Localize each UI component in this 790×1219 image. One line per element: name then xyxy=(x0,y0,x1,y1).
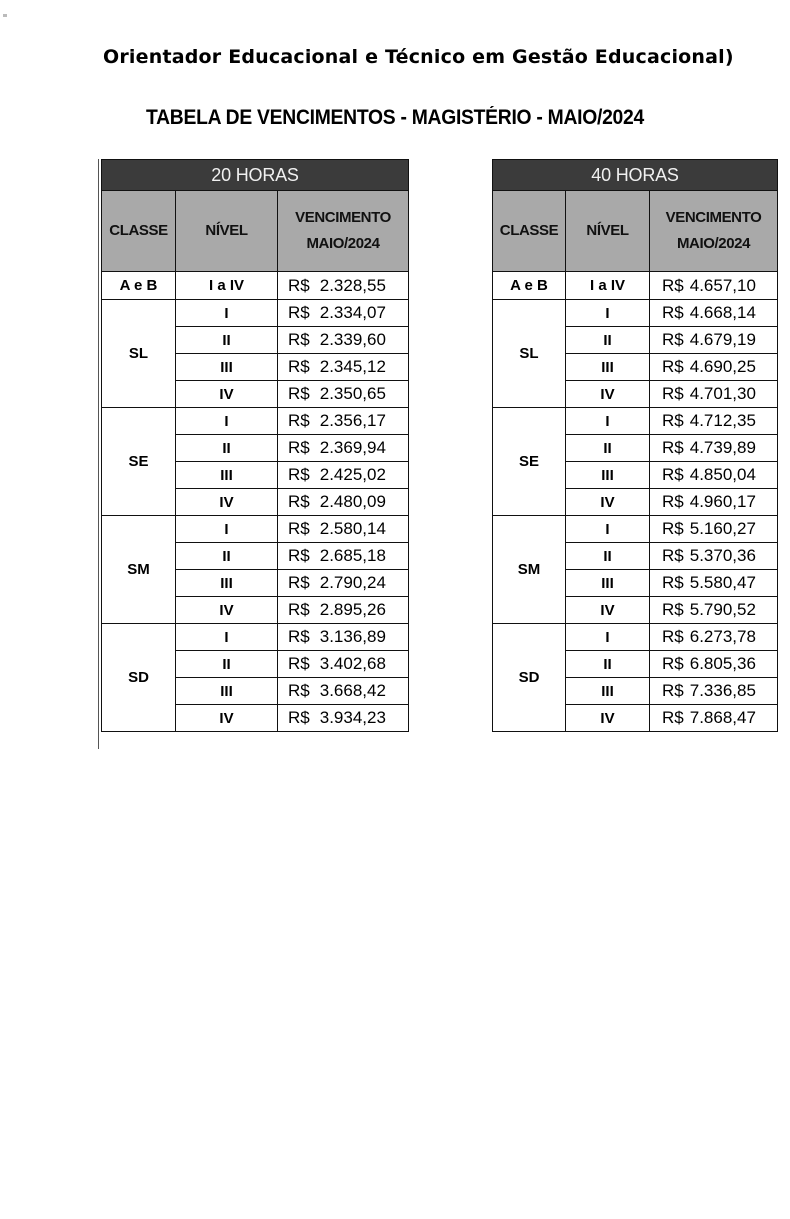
classe-cell: SL xyxy=(493,300,566,408)
vencimento-cell xyxy=(278,462,409,489)
vencimento-cell xyxy=(650,543,778,570)
vencimento-cell xyxy=(650,300,778,327)
nivel-cell: I xyxy=(566,408,650,435)
table-row xyxy=(493,300,778,327)
currency-symbol: R$ xyxy=(662,357,684,376)
vencimento-cell xyxy=(278,597,409,624)
nivel-cell: II xyxy=(566,327,650,354)
classe-cell: SD xyxy=(102,624,176,732)
classe-cell: A e B xyxy=(493,272,566,300)
currency-symbol: R$ xyxy=(288,303,310,322)
salary-amount: 2.356,17 xyxy=(319,411,386,430)
currency-symbol: R$ xyxy=(288,465,310,484)
vencimento-cell xyxy=(278,354,409,381)
vencimento-cell xyxy=(278,624,409,651)
vencimento-header-line2: MAIO/2024 xyxy=(306,235,380,252)
nivel-cell: II xyxy=(176,327,278,354)
salary-amount: 2.425,02 xyxy=(319,465,386,484)
salary-amount: 4.657,10 xyxy=(689,275,756,295)
salary-amount: 4.739,89 xyxy=(689,438,756,457)
vencimento-cell xyxy=(650,435,778,462)
vencimento-header-line1: VENCIMENTO xyxy=(295,209,391,226)
salary-table-20h xyxy=(101,159,409,732)
vencimento-cell xyxy=(278,408,409,435)
vencimento-cell xyxy=(278,489,409,516)
vencimento-cell xyxy=(650,597,778,624)
currency-symbol: R$ xyxy=(662,411,684,430)
vencimento-header-line2: MAIO/2024 xyxy=(676,235,751,252)
table-row xyxy=(102,516,409,543)
table-row xyxy=(493,624,778,651)
nivel-cell: II xyxy=(566,435,650,462)
vencimento-cell xyxy=(650,272,778,300)
currency-symbol: R$ xyxy=(662,573,684,592)
vencimento-cell xyxy=(278,381,409,408)
nivel-cell: II xyxy=(566,651,650,678)
currency-symbol: R$ xyxy=(662,303,684,322)
nivel-cell: IV xyxy=(176,705,278,732)
currency-symbol: R$ xyxy=(662,465,684,484)
table-body xyxy=(493,272,778,732)
vencimento-cell xyxy=(278,272,409,300)
nivel-cell: I xyxy=(566,624,650,651)
table-row xyxy=(493,272,778,300)
hours-label: 40 HORAS xyxy=(493,160,778,191)
salary-amount: 4.850,04 xyxy=(689,465,756,484)
currency-symbol: R$ xyxy=(662,492,684,511)
vencimento-column-header xyxy=(278,191,409,272)
table-row xyxy=(102,272,409,300)
vencimento-cell xyxy=(650,651,778,678)
currency-symbol: R$ xyxy=(288,708,310,727)
classe-column-header: CLASSE xyxy=(493,191,566,272)
currency-symbol: R$ xyxy=(288,438,310,457)
scan-speck xyxy=(3,14,7,17)
hours-label: 20 HORAS xyxy=(102,160,409,191)
nivel-cell: I a IV xyxy=(176,272,278,300)
vencimento-cell xyxy=(278,651,409,678)
nivel-cell: IV xyxy=(566,489,650,516)
nivel-cell: I xyxy=(176,300,278,327)
salary-amount: 2.350,65 xyxy=(319,384,386,403)
nivel-cell: II xyxy=(176,651,278,678)
nivel-column-header: NÍVEL xyxy=(566,191,650,272)
salary-amount: 3.136,89 xyxy=(319,627,386,646)
salary-amount: 2.339,60 xyxy=(319,330,386,349)
nivel-cell: III xyxy=(566,354,650,381)
table-row xyxy=(102,408,409,435)
nivel-cell: IV xyxy=(176,381,278,408)
nivel-cell: IV xyxy=(566,381,650,408)
salary-amount: 2.580,14 xyxy=(319,519,386,538)
classe-column-header: CLASSE xyxy=(102,191,176,272)
currency-symbol: R$ xyxy=(662,654,684,673)
salary-amount: 7.868,47 xyxy=(689,708,756,727)
nivel-cell: III xyxy=(566,570,650,597)
left-border-rule xyxy=(98,159,99,749)
salary-amount: 2.369,94 xyxy=(319,438,386,457)
classe-cell: A e B xyxy=(102,272,176,300)
salary-amount: 5.160,27 xyxy=(689,519,756,538)
currency-symbol: R$ xyxy=(288,492,310,511)
nivel-cell: I xyxy=(176,408,278,435)
nivel-cell: III xyxy=(176,678,278,705)
vencimento-cell xyxy=(650,570,778,597)
currency-symbol: R$ xyxy=(288,546,310,565)
nivel-cell: IV xyxy=(176,489,278,516)
table-row xyxy=(102,624,409,651)
salary-amount: 4.960,17 xyxy=(689,492,756,511)
vencimento-cell xyxy=(278,300,409,327)
nivel-cell: III xyxy=(566,678,650,705)
salary-amount: 4.679,19 xyxy=(689,330,756,349)
nivel-cell: I xyxy=(176,516,278,543)
nivel-cell: IV xyxy=(566,705,650,732)
nivel-cell: I a IV xyxy=(566,272,650,300)
nivel-cell: III xyxy=(176,570,278,597)
salary-amount: 3.402,68 xyxy=(319,654,386,673)
salary-amount: 4.701,30 xyxy=(689,384,756,403)
salary-amount: 2.685,18 xyxy=(319,546,386,565)
currency-symbol: R$ xyxy=(662,681,684,700)
currency-symbol: R$ xyxy=(662,519,684,538)
currency-symbol: R$ xyxy=(662,330,684,349)
table-row xyxy=(493,516,778,543)
currency-symbol: R$ xyxy=(288,519,310,538)
vencimento-cell xyxy=(278,327,409,354)
vencimento-cell xyxy=(650,327,778,354)
currency-symbol: R$ xyxy=(288,654,310,673)
nivel-cell: IV xyxy=(176,597,278,624)
vencimento-cell xyxy=(650,489,778,516)
salary-amount: 7.336,85 xyxy=(689,681,756,700)
currency-symbol: R$ xyxy=(662,627,684,646)
vencimento-cell xyxy=(650,354,778,381)
nivel-cell: I xyxy=(176,624,278,651)
classe-cell: SM xyxy=(493,516,566,624)
classe-cell: SL xyxy=(102,300,176,408)
nivel-column-header: NÍVEL xyxy=(176,191,278,272)
vencimento-cell xyxy=(278,705,409,732)
classe-cell: SM xyxy=(102,516,176,624)
classe-cell: SD xyxy=(493,624,566,732)
nivel-cell: I xyxy=(566,300,650,327)
salary-amount: 4.712,35 xyxy=(689,411,756,430)
table-body xyxy=(102,272,409,732)
currency-symbol: R$ xyxy=(288,573,310,592)
table-row xyxy=(493,408,778,435)
nivel-cell: III xyxy=(176,354,278,381)
vencimento-cell xyxy=(650,381,778,408)
vencimento-column-header xyxy=(650,191,778,272)
nivel-cell: III xyxy=(566,462,650,489)
vencimento-cell xyxy=(278,516,409,543)
vencimento-cell xyxy=(650,516,778,543)
salary-amount: 6.273,78 xyxy=(689,627,756,646)
vencimento-cell xyxy=(278,678,409,705)
vencimento-cell xyxy=(650,462,778,489)
vencimento-cell xyxy=(278,570,409,597)
column-header-row xyxy=(102,191,409,272)
vencimento-header-line1: VENCIMENTO xyxy=(665,209,762,226)
currency-symbol: R$ xyxy=(662,275,684,295)
currency-symbol: R$ xyxy=(662,546,684,565)
vencimento-cell xyxy=(650,705,778,732)
currency-symbol: R$ xyxy=(662,438,684,457)
currency-symbol: R$ xyxy=(288,330,310,349)
nivel-cell: III xyxy=(176,462,278,489)
salary-amount: 5.370,36 xyxy=(689,546,756,565)
salary-amount: 2.328,55 xyxy=(319,275,386,295)
salary-amount: 4.668,14 xyxy=(689,303,756,322)
table-row xyxy=(102,300,409,327)
salary-amount: 5.790,52 xyxy=(689,600,756,619)
salary-amount: 4.690,25 xyxy=(689,357,756,376)
salary-amount: 2.790,24 xyxy=(319,573,386,592)
salary-amount: 3.668,42 xyxy=(319,681,386,700)
vencimento-cell xyxy=(650,624,778,651)
currency-symbol: R$ xyxy=(662,708,684,727)
nivel-cell: II xyxy=(176,543,278,570)
salary-table-40h xyxy=(492,159,778,732)
currency-symbol: R$ xyxy=(288,275,310,295)
vencimento-cell xyxy=(650,678,778,705)
currency-symbol: R$ xyxy=(288,627,310,646)
nivel-cell: I xyxy=(566,516,650,543)
hours-header-row xyxy=(102,160,409,191)
currency-symbol: R$ xyxy=(288,384,310,403)
nivel-cell: II xyxy=(176,435,278,462)
vencimento-cell xyxy=(650,408,778,435)
document-title: TABELA DE VENCIMENTOS - MAGISTÉRIO - MAIO/2024 xyxy=(146,106,644,129)
currency-symbol: R$ xyxy=(288,681,310,700)
currency-symbol: R$ xyxy=(662,384,684,403)
salary-amount: 2.345,12 xyxy=(319,357,386,376)
vencimento-cell xyxy=(278,435,409,462)
classe-cell: SE xyxy=(102,408,176,516)
column-header-row xyxy=(493,191,778,272)
currency-symbol: R$ xyxy=(288,357,310,376)
salary-amount: 5.580,47 xyxy=(689,573,756,592)
nivel-cell: II xyxy=(566,543,650,570)
vencimento-cell xyxy=(278,543,409,570)
hours-header-row xyxy=(493,160,778,191)
currency-symbol: R$ xyxy=(662,600,684,619)
salary-amount: 2.334,07 xyxy=(319,303,386,322)
currency-symbol: R$ xyxy=(288,600,310,619)
salary-amount: 2.480,09 xyxy=(319,492,386,511)
nivel-cell: IV xyxy=(566,597,650,624)
header-line: Orientador Educacional e Técnico em Gestão Educacional) xyxy=(103,46,734,68)
classe-cell: SE xyxy=(493,408,566,516)
salary-amount: 3.934,23 xyxy=(319,708,386,727)
salary-amount: 2.895,26 xyxy=(319,600,386,619)
salary-amount: 6.805,36 xyxy=(689,654,756,673)
currency-symbol: R$ xyxy=(288,411,310,430)
